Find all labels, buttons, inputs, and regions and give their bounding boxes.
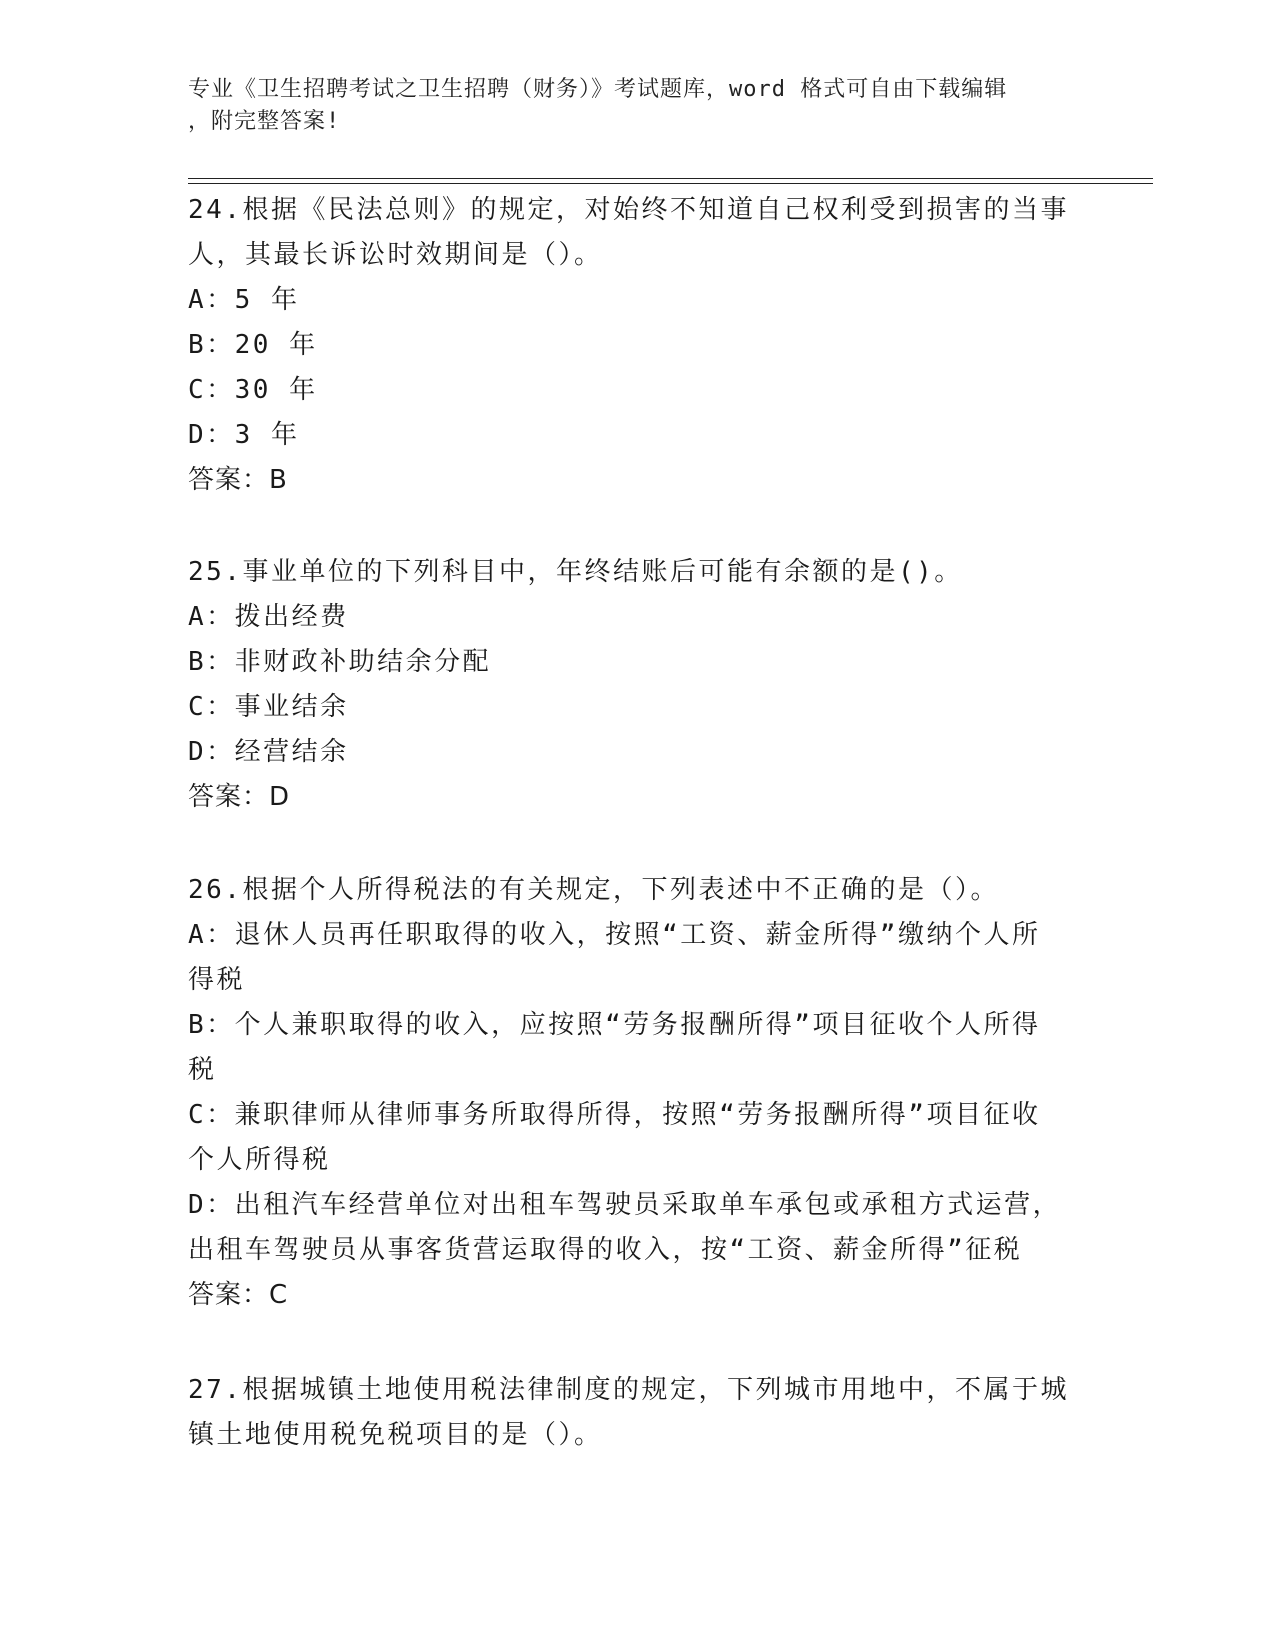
header-divider-top bbox=[188, 178, 1153, 179]
option-b: B：非财政补助结余分配 bbox=[188, 647, 492, 677]
answer: 答案：D bbox=[188, 782, 291, 812]
option-c-continued: 个人所得税 bbox=[188, 1145, 331, 1175]
document-header bbox=[188, 74, 1088, 138]
question-stem-line: 25.事业单位的下列科目中，年终结账后可能有余额的是()。 bbox=[188, 557, 963, 587]
answer: 答案：C bbox=[188, 1280, 289, 1310]
option-d: D：经营结余 bbox=[188, 737, 349, 767]
question-stem-line: 24.根据《民法总则》的规定，对始终不知道自己权利受到损害的当事 bbox=[188, 195, 1069, 225]
option-b: B：20 年 bbox=[188, 330, 318, 360]
option-c: C：兼职律师从律师事务所取得所得，按照“劳务报酬所得”项目征收 bbox=[188, 1100, 1041, 1130]
question-25 bbox=[188, 550, 1088, 820]
option-d: D：出租汽车经营单位对出租车驾驶员采取单车承包或承租方式运营， bbox=[188, 1190, 1062, 1220]
option-a: A：拨出经费 bbox=[188, 602, 349, 632]
option-a: A：退休人员再任职取得的收入，按照“工资、薪金所得”缴纳个人所 bbox=[188, 920, 1041, 950]
question-26 bbox=[188, 868, 1088, 1318]
question-stem-line: 镇土地使用税免税项目的是（）。 bbox=[188, 1420, 603, 1450]
question-stem-line: 人，其最长诉讼时效期间是（）。 bbox=[188, 240, 603, 270]
header-line-2: ，附完整答案! bbox=[188, 109, 341, 134]
option-a-continued: 得税 bbox=[188, 965, 246, 995]
option-b: B：个人兼职取得的收入，应按照“劳务报酬所得”项目征收个人所得 bbox=[188, 1010, 1041, 1040]
question-27 bbox=[188, 1368, 1088, 1458]
question-stem-line: 27.根据城镇土地使用税法律制度的规定，下列城市用地中，不属于城 bbox=[188, 1375, 1069, 1405]
option-b-continued: 税 bbox=[188, 1055, 217, 1085]
header-line-1: 专业《卫生招聘考试之卫生招聘（财务）》考试题库，word 格式可自由下载编辑 bbox=[188, 77, 1008, 102]
option-d-continued: 出租车驾驶员从事客货营运取得的收入，按“工资、薪金所得”征税 bbox=[188, 1235, 1023, 1265]
option-a: A：5 年 bbox=[188, 285, 300, 315]
option-c: C：事业结余 bbox=[188, 692, 349, 722]
option-d: D：3 年 bbox=[188, 420, 300, 450]
header-divider-bottom bbox=[188, 183, 1153, 184]
question-stem-line: 26.根据个人所得税法的有关规定，下列表述中不正确的是（）。 bbox=[188, 875, 999, 905]
question-24 bbox=[188, 188, 1088, 503]
answer: 答案：B bbox=[188, 465, 288, 495]
option-c: C：30 年 bbox=[188, 375, 318, 405]
